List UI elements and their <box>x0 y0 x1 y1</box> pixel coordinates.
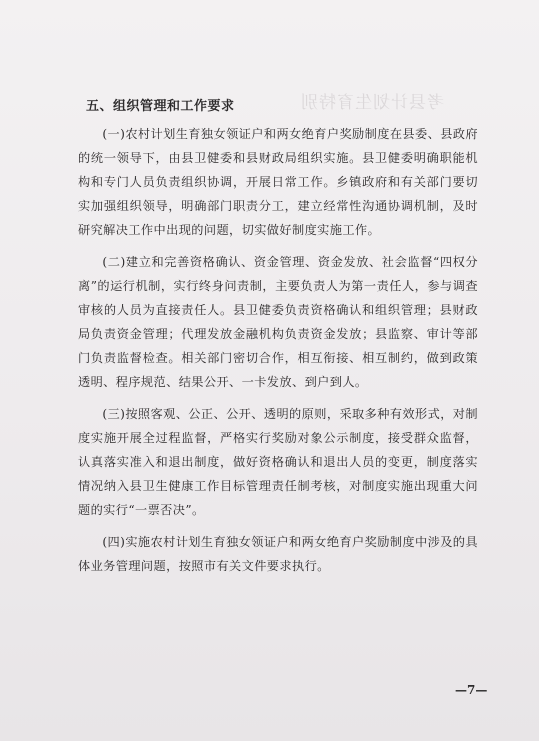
section-content <box>78 96 478 586</box>
paragraph-3: (三)按照客观、公正、公开、透明的原则，采取多种有效形式，对制度实施开展全过程监督，严格实行奖励对象公示制度，接受群众监督，认真落实准入和退出制度，做好资格确认和退出人员的变更，制度落实情况纳入县卫生健康工作目标管理责任制考核，对制度实施出现重大问题的实行“一票否决”。 <box>78 407 478 517</box>
paragraph-2: (二)建立和完善资格确认、资金管理、资金发放、社会监督“四权分离”的运行机制，实行终身问责制，主要负责人为第一责任人，参与调查审核的人员为直接责任人。县卫健委负责资格确认和组织管理；县财政局负责资金管理；代理发放金融机构负责资金发放；县监察、审计等部门负责监督检查。相关部门密切合作，相互衔接、相互制约，做到政策透明、程序规范、结果公开、一卡发放、到户到人。 <box>78 255 478 389</box>
paragraph-4: (四)实施农村计划生育独女领证户和两女绝育户奖励制度中涉及的具体业务管理问题，按照市有关文件要求执行。 <box>78 535 478 573</box>
page-number: —7— <box>455 683 488 697</box>
bleed-through-text: 考县计划生育特别 <box>300 93 444 113</box>
paragraph-1: (一)农村计划生育独女领证户和两女绝育户奖励制度在县委、县政府的统一领导下，由县卫健委和县财政局组织实施。县卫健委明确职能机构和专门人员负责组织协调，开展日常工作。乡镇政府和有关部门要切实加强组织领导，明确部门职责分工，建立经常性沟通协调机制，及时研究解决工作中出现的问题，切实做好制度实施工作。 <box>78 127 478 237</box>
section-heading: 五、组织管理和工作要求 <box>86 99 235 114</box>
